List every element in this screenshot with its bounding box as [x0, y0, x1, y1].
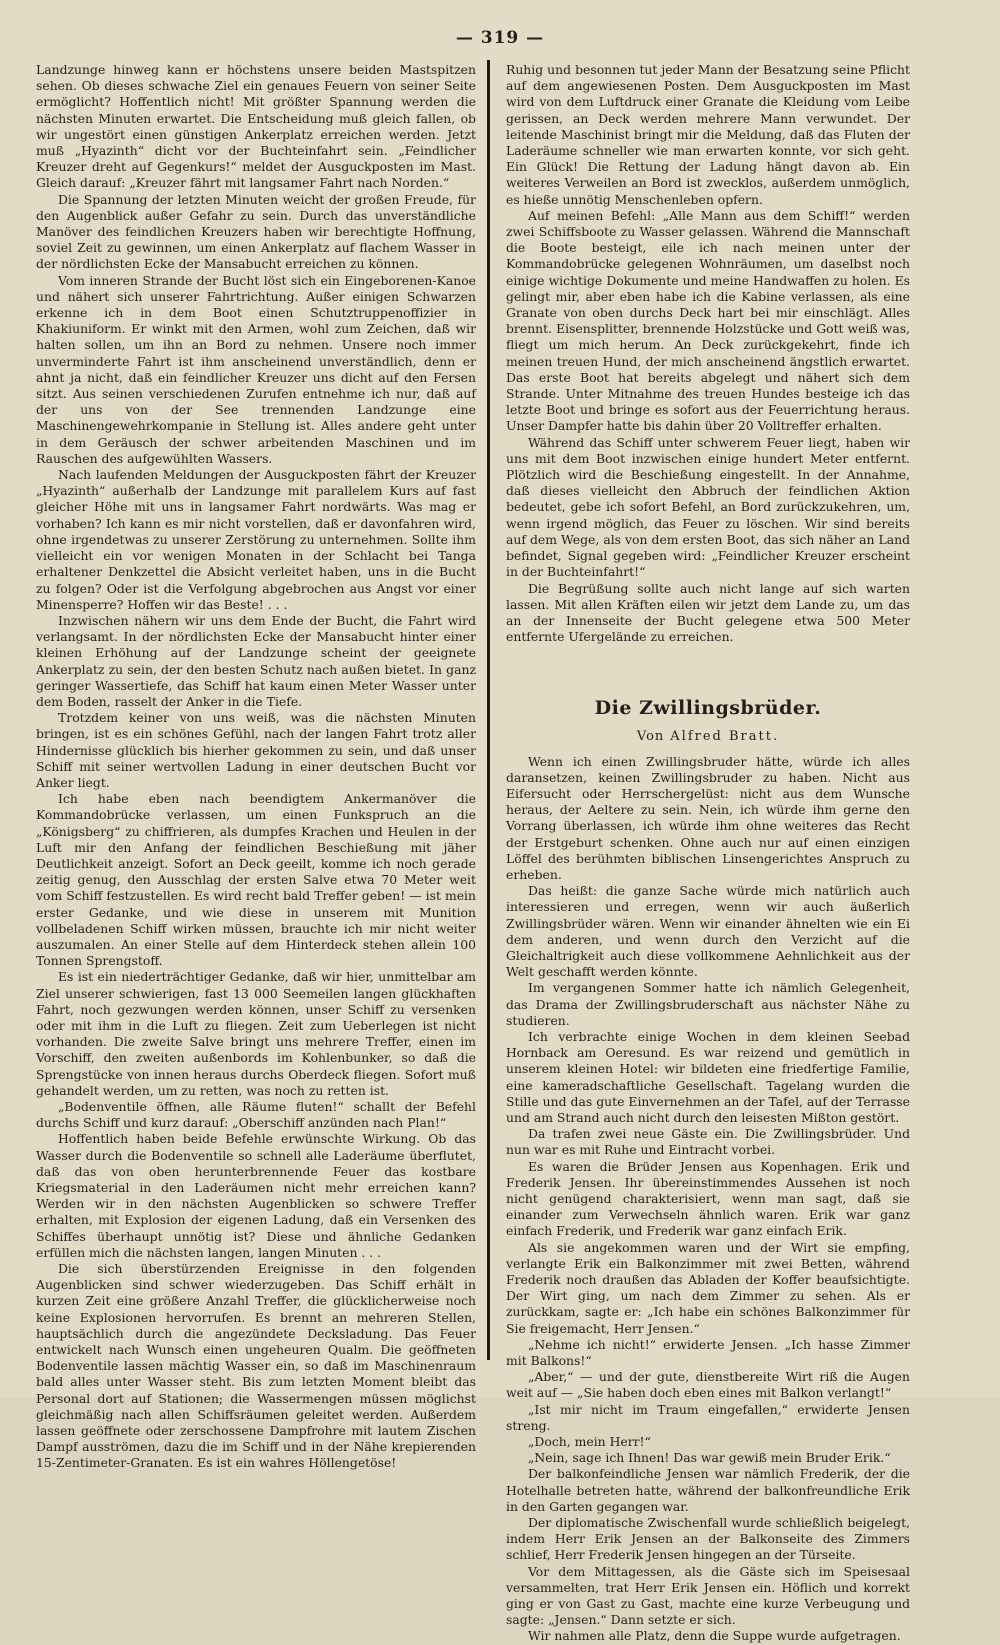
story-paragraph: Da trafen zwei neue Gäste ein. Die Zwillingsbrüder. Und nun war es mit Ruhe und Eintracht vorbei.	[506, 1126, 910, 1158]
story-paragraph: Ich verbrachte einige Wochen in dem kleinen Seebad Hornback am Oeresund. Es war reizend und gemütlich in unserem kleinen Hotel: wir bildeten eine friedfertige Familie, eine kameradschaftliche Gesellschaft. Tagelang wurden die Stille und das gute Einvernehmen an der Tafel, auf der Terrasse und am Strand auch nicht durch den leisesten Mißton gestört.	[506, 1028, 910, 1125]
article-paragraph: Es ist ein niederträchtiger Gedanke, daß wir hier, unmittelbar am Ziel unserer schwierigen, fast 13 000 Seemeilen langen glückhaften Fahrt, noch gezwungen werden können, unser Schiff zu versenken oder mit ihm in die Luft zu fliegen. Zeit zum Ueberlegen ist nicht vorhanden. Die zweite Salve bringt uns mehrere Treffer, einen im Vorschiff, den zweiten außenbords im Kohlenbunker, so daß die Sprengstücke von innen heraus durchs Oberdeck fliegen. Sofort muß gehandelt werden, um zu retten, was noch zu retten ist.	[36, 969, 476, 1098]
article-paragraph: Trotzdem keiner von uns weiß, was die nächsten Minuten bringen, ist es ein schönes Gefühl, nach der langen Fahrt trotz aller Hindernisse glücklich bis hierher gekommen zu sein, und daß unser Schiff mit seiner wertvollen Ladung in einer deutschen Bucht vor Anker liegt.	[36, 710, 476, 790]
story-paragraph: Im vergangenen Sommer hatte ich nämlich Gelegenheit, das Drama der Zwillingsbruderschaft aus nächster Nähe zu studieren.	[506, 980, 910, 1028]
story-paragraph: „Aber,“ — und der gute, dienstbereite Wirt riß die Augen weit auf — „Sie haben doch eben eines mit Balkon verlangt!“	[506, 1369, 910, 1401]
article-paragraph: Die Spannung der letzten Minuten weicht der großen Freude, für den Augenblick außer Gefahr zu sein. Durch das unverständliche Manöver des feindlichen Kreuzers haben wir berechtigte Hoffnung, soviel Zeit zu gewinnen, um einen Ankerplatz auf flachem Wasser in der nördlichsten Ecke der Mansabucht erreichen zu können.	[36, 191, 476, 272]
story-paragraph: „Nein, sage ich Ihnen! Das war gewiß mein Bruder Erik.“	[528, 1450, 891, 1466]
article-paragraph: Vom inneren Strande der Bucht löst sich ein Eingeborenen-Kanoe und nähert sich unserer Fahrtrichtung. Außer einigen Schwarzen erkenne ich in dem Boot einen Schutztruppenoffizier in Khakiuniform. Er winkt mit den Armen, wohl zum Zeichen, daß wir halten sollen, um ihn an Bord zu nehmen. Unsere noch immer unverminderte Fahrt ist ihm anscheinend unverständlich, denn er ahnt ja nicht, daß ein feindlicher Kreuzer uns dicht auf den Fersen sitzt. Aus seinen verschiedenen Zurufen entnehme ich nur, daß auf der uns von der See trennenden Landzunge eine Maschinengewehrkompanie in Stellung ist. Alles andere geht unter in dem Geräusch der schwer arbeitenden Maschinen und im Rauschen des aufgewühlten Wassers.	[36, 272, 476, 466]
story-paragraph: Der diplomatische Zwischenfall wurde schließlich beigelegt, indem Herr Erik Jensen an der Balkonseite des Zimmers schlief, Herr Frederik Jensen hingegen an der Türseite.	[506, 1515, 910, 1563]
story-paragraph: Wir nahmen alle Platz, denn die Suppe wurde aufgetragen.	[528, 1628, 901, 1644]
article-paragraph: Landzunge hinweg kann er höchstens unsere beiden Mastspitzen sehen. Ob dieses schwache Ziel ein genaues Feuern von seiner Seite ermöglicht? Hoffentlich nicht! Mit größter Spannung werden die nächsten Minuten erwartet. Die Entscheidung muß gleich fallen, ob wir ungestört einen günstigen Ankerplatz erreichen werden. Jetzt muß „Hyazinth“ dicht vor der Buchteinfahrt sein. „Feindlicher Kreuzer dreht auf Gegenkurs!“ meldet der Ausguckposten im Mast. Gleich darauf: „Kreuzer fährt mit langsamer Fahrt nach Norden.“	[36, 62, 476, 191]
story-paragraph: Der balkonfeindliche Jensen war nämlich Frederik, der die Hotelhalle betreten hatte, während der balkonfreundliche Erik in den Garten gegangen war.	[506, 1466, 910, 1514]
story-byline	[506, 729, 910, 745]
left-column	[36, 62, 476, 1471]
column-divider	[487, 60, 490, 1360]
story-paragraph: „Ist mir nicht im Traum eingefallen,“ erwiderte Jensen streng.	[506, 1401, 910, 1433]
article-paragraph: Ruhig und besonnen tut jeder Mann der Besatzung seine Pflicht auf dem angewiesenen Posten. Dem Ausguckposten im Mast wird von dem Luftdruck einer Granate die Kleidung vom Leibe gerissen, an Deck werden mehrere Mann verwundet. Der leitende Maschinist bringt mir die Meldung, daß das Fluten der Laderäume schneller wie man erwarten konnte, vor sich geht. Ein Glück! Die Rettung der Ladung hängt davon ab. Ein weiteres Verweilen an Bord ist zwecklos, außerdem unmöglich, es hieße unnötig Menschenleben opfern.	[506, 62, 910, 207]
story-paragraph: Es waren die Brüder Jensen aus Kopenhagen. Erik und Frederik Jensen. Ihr übereinstimmendes Aussehen ist noch nicht genügend charakterisiert, wenn man sagt, daß sie einander zum Verwechseln ähnlich waren. Erik war ganz einfach Frederik, und Frederik war ganz einfach Erik.	[506, 1158, 910, 1239]
story-paragraph: Als sie angekommen waren und der Wirt sie empfing, verlangte Erik ein Balkonzimmer mit zwei Betten, während Frederik noch draußen das Abladen der Koffer beaufsichtigte. Der Wirt ging, um nach dem Zimmer zu sehen. Als er zurückkam, sagte er: „Ich habe ein schönes Balkonzimmer für Sie freigemacht, Herr Jensen.“	[506, 1239, 910, 1336]
story-paragraph: Vor dem Mittagessen, als die Gäste sich im Speisesaal versammelten, trat Herr Erik Jensen ein. Höflich und korrekt ging er von Gast zu Gast, machte eine kurze Verbeugung und sagte: „Jensen.“ Dann setzte er sich.	[506, 1563, 910, 1628]
byline-prefix: Von	[636, 729, 665, 745]
article-paragraph: Hoffentlich haben beide Befehle erwünschte Wirkung. Ob das Wasser durch die Bodenventile so schnell alle Laderäume überflutet, daß das von oben herunterbrennende Feuer das kostbare Kriegsmaterial in den Laderäumen nicht mehr erreichen kann? Werden wir in den nächsten Augenblicken so schwere Treffer erhalten, mit Explosion der eigenen Ladung, daß ein Versenken des Schiffes überhaupt unnötig ist? Diese und ähnliche Gedanken erfüllen mich die nächsten langen, langen Minuten . . .	[36, 1131, 476, 1260]
article-paragraph: Nach laufenden Meldungen der Ausguckposten fährt der Kreuzer „Hyazinth“ außerhalb der Landzunge mit parallelem Kurs auf fast gleicher Höhe mit uns in langsamer Fahrt nordwärts. Was mag er vorhaben? Ich kann es mir nicht vorstellen, daß er davonfahren wird, ohne irgendetwas zu unserer Zerstörung zu unternehmen. Sollte ihm vielleicht ein vor wenigen Monaten in der Schlacht bei Tanga erhaltener Denkzettel die Absicht verleitet haben, uns in die Bucht zu folgen? Oder ist die Verfolgung abgebrochen aus Angst vor einer Minensperre? Hoffen wir das Beste! . . .	[36, 467, 476, 612]
author-name: Alfred Bratt.	[670, 729, 780, 745]
article-paragraph: Die Begrüßung sollte auch nicht lange auf sich warten lassen. Mit allen Kräften eilen wir jetzt dem Lande zu, um das an der Innenseite der Bucht gelegene etwa 500 Meter entfernte Ufergelände zu erreichen.	[506, 580, 910, 645]
article-paragraph: Inzwischen nähern wir uns dem Ende der Bucht, die Fahrt wird verlangsamt. In der nördlichsten Ecke der Mansabucht hinter einer kleinen Erhöhung auf der Landzunge scheint der geeignete Ankerplatz zu sein, der den besten Schutz nach außen bietet. In ganz geringer Wassertiefe, das Schiff hat kaum einen Meter Wasser unter dem Boden, rasselt der Anker in die Tiefe.	[36, 612, 476, 709]
article-paragraph: Während das Schiff unter schwerem Feuer liegt, haben wir uns mit dem Boot inzwischen einige hundert Meter entfernt. Plötzlich wird die Beschießung eingestellt. In der Annahme, daß dieses vielleicht den Abbruch der feindlichen Aktion bedeutet, gebe ich sofort Befehl, an Bord zurückzukehren, um, wenn irgend möglich, das Feuer zu löschen. Wir sind bereits auf dem Wege, als von dem ersten Boot, das sich näher an Land befindet, Signal gegeben wird: „Feindlicher Kreuzer erscheint in der Buchteinfahrt!“	[506, 434, 910, 580]
article-paragraph: Auf meinen Befehl: „Alle Mann aus dem Schiff!“ werden zwei Schiffsboote zu Wasser gelassen. Während die Mannschaft die Boote besteigt, eile ich nach meinen unter der Kommandobrücke gelegenen Wohnräumen, um daselbst noch einige wichtige Dokumente und meine Handwaffen zu holen. Es gelingt mir, aber eben habe ich die Kabine verlassen, als eine Granate von oben durchs Deck hart bei mir einschlägt. Alles brennt. Eisensplitter, brennende Holzstücke und Gott weiß was, fliegt um mich herum. An Deck zurückgekehrt, finde ich meinen treuen Hund, der mich anscheinend ängstlich erwartet. Das erste Boot hat bereits abgelegt und nähert sich dem Strande. Unter Mitnahme des treuen Hundes besteige ich das letzte Boot und bringe es sofort aus der Feuerrichtung heraus. Unser Dampfer hatte bis dahin über 20 Volltreffer erhalten.	[506, 207, 910, 434]
story-paragraph: Wenn ich einen Zwillingsbruder hätte, würde ich alles daransetzen, keinen Zwillingsbruder zu haben. Nicht aus Eifersucht oder Herrschergelüst: nicht aus dem Wunsche heraus, der Aeltere zu sein. Nein, ich würde ihm gerne den Vorrang überlassen, ich würde ihm ohne weiteres das Recht der Erstgeburt schenken. Ohne auch nur auf einen einzigen Löffel des berühmten biblischen Linsengerichtes Anspruch zu erheben.	[506, 753, 910, 882]
story-paragraph: „Doch, mein Herr!“	[528, 1434, 651, 1450]
article-paragraph: Die sich überstürzenden Ereignisse in den folgenden Augenblicken sind schwer wiederzugeben. Das Schiff erhält in kurzen Zeit eine größere Anzahl Treffer, die glücklicherweise noch keine Explosionen hervorrufen. Es brennt an mehreren Stellen, hauptsächlich durch die angezündete Decksladung. Das Feuer entwickelt nach Wunsch einen ungeheuren Qualm. Die geöffneten Bodenventile lassen mächtig Wasser ein, so daß im Maschinenraum bald alles unter Wasser steht. Bis zum letzten Moment bleibt das Personal dort auf Stationen; die Wassermengen müssen möglichst gleichmäßig nach allen Schiffsräumen geleitet werden. Außerdem lassen geöffnete oder zerschossene Dampfrohre mit lautem Zischen Dampf ausströmen, dazu die im Schiff und in der Nähe krepierenden 15-Zentimeter-Granaten. Es ist ein wahres Höllengetöse!	[36, 1261, 476, 1471]
page-number: — 319 —	[455, 28, 545, 48]
article-paragraph: Ich habe eben nach beendigtem Ankermanöver die Kommandobrücke verlassen, um einen Funkspruch an die „Königsberg“ zu chiffrieren, als dumpfes Krachen und Heulen in der Luft mir den Anfang der feindlichen Beschießung mit jäher Deutlichkeit anzeigt. Sofort an Deck geeilt, komme ich noch gerade zeitig genug, den Ausschlag der ersten Salve etwa 70 Meter weit vom Schiff festzustellen. Es wird recht bald Treffer geben! — ist mein erster Gedanke, und wie diese in unserem mit Munition vollbeladenen Schiff wirken müssen, brauchte ich mir nicht weiter auszumalen. An einer Stelle auf dem Hinterdeck stehen allein 100 Tonnen Sprengstoff.	[36, 791, 476, 969]
story-paragraph: Das heißt: die ganze Sache würde mich natürlich auch interessieren und erregen, wenn wir auch äußerlich Zwillingsbrüder wären. Wenn wir einander ähnelten wie ein Ei dem anderen, und wenn durch den Verzicht auf die Gleichaltrigkeit auch diese vollkommene Aehnlichkeit aus der Welt geschafft werden könnte.	[506, 883, 910, 980]
right-column	[506, 62, 910, 1644]
story-paragraph: „Nehme ich nicht!“ erwiderte Jensen. „Ich hasse Zimmer mit Balkons!“	[506, 1336, 910, 1369]
story-title: Die Zwillingsbrüder.	[594, 697, 822, 720]
article-paragraph: „Bodenventile öffnen, alle Räume fluten!“ schallt der Befehl durchs Schiff und kurz darauf: „Oberschiff anzünden nach Plan!“	[36, 1099, 476, 1131]
